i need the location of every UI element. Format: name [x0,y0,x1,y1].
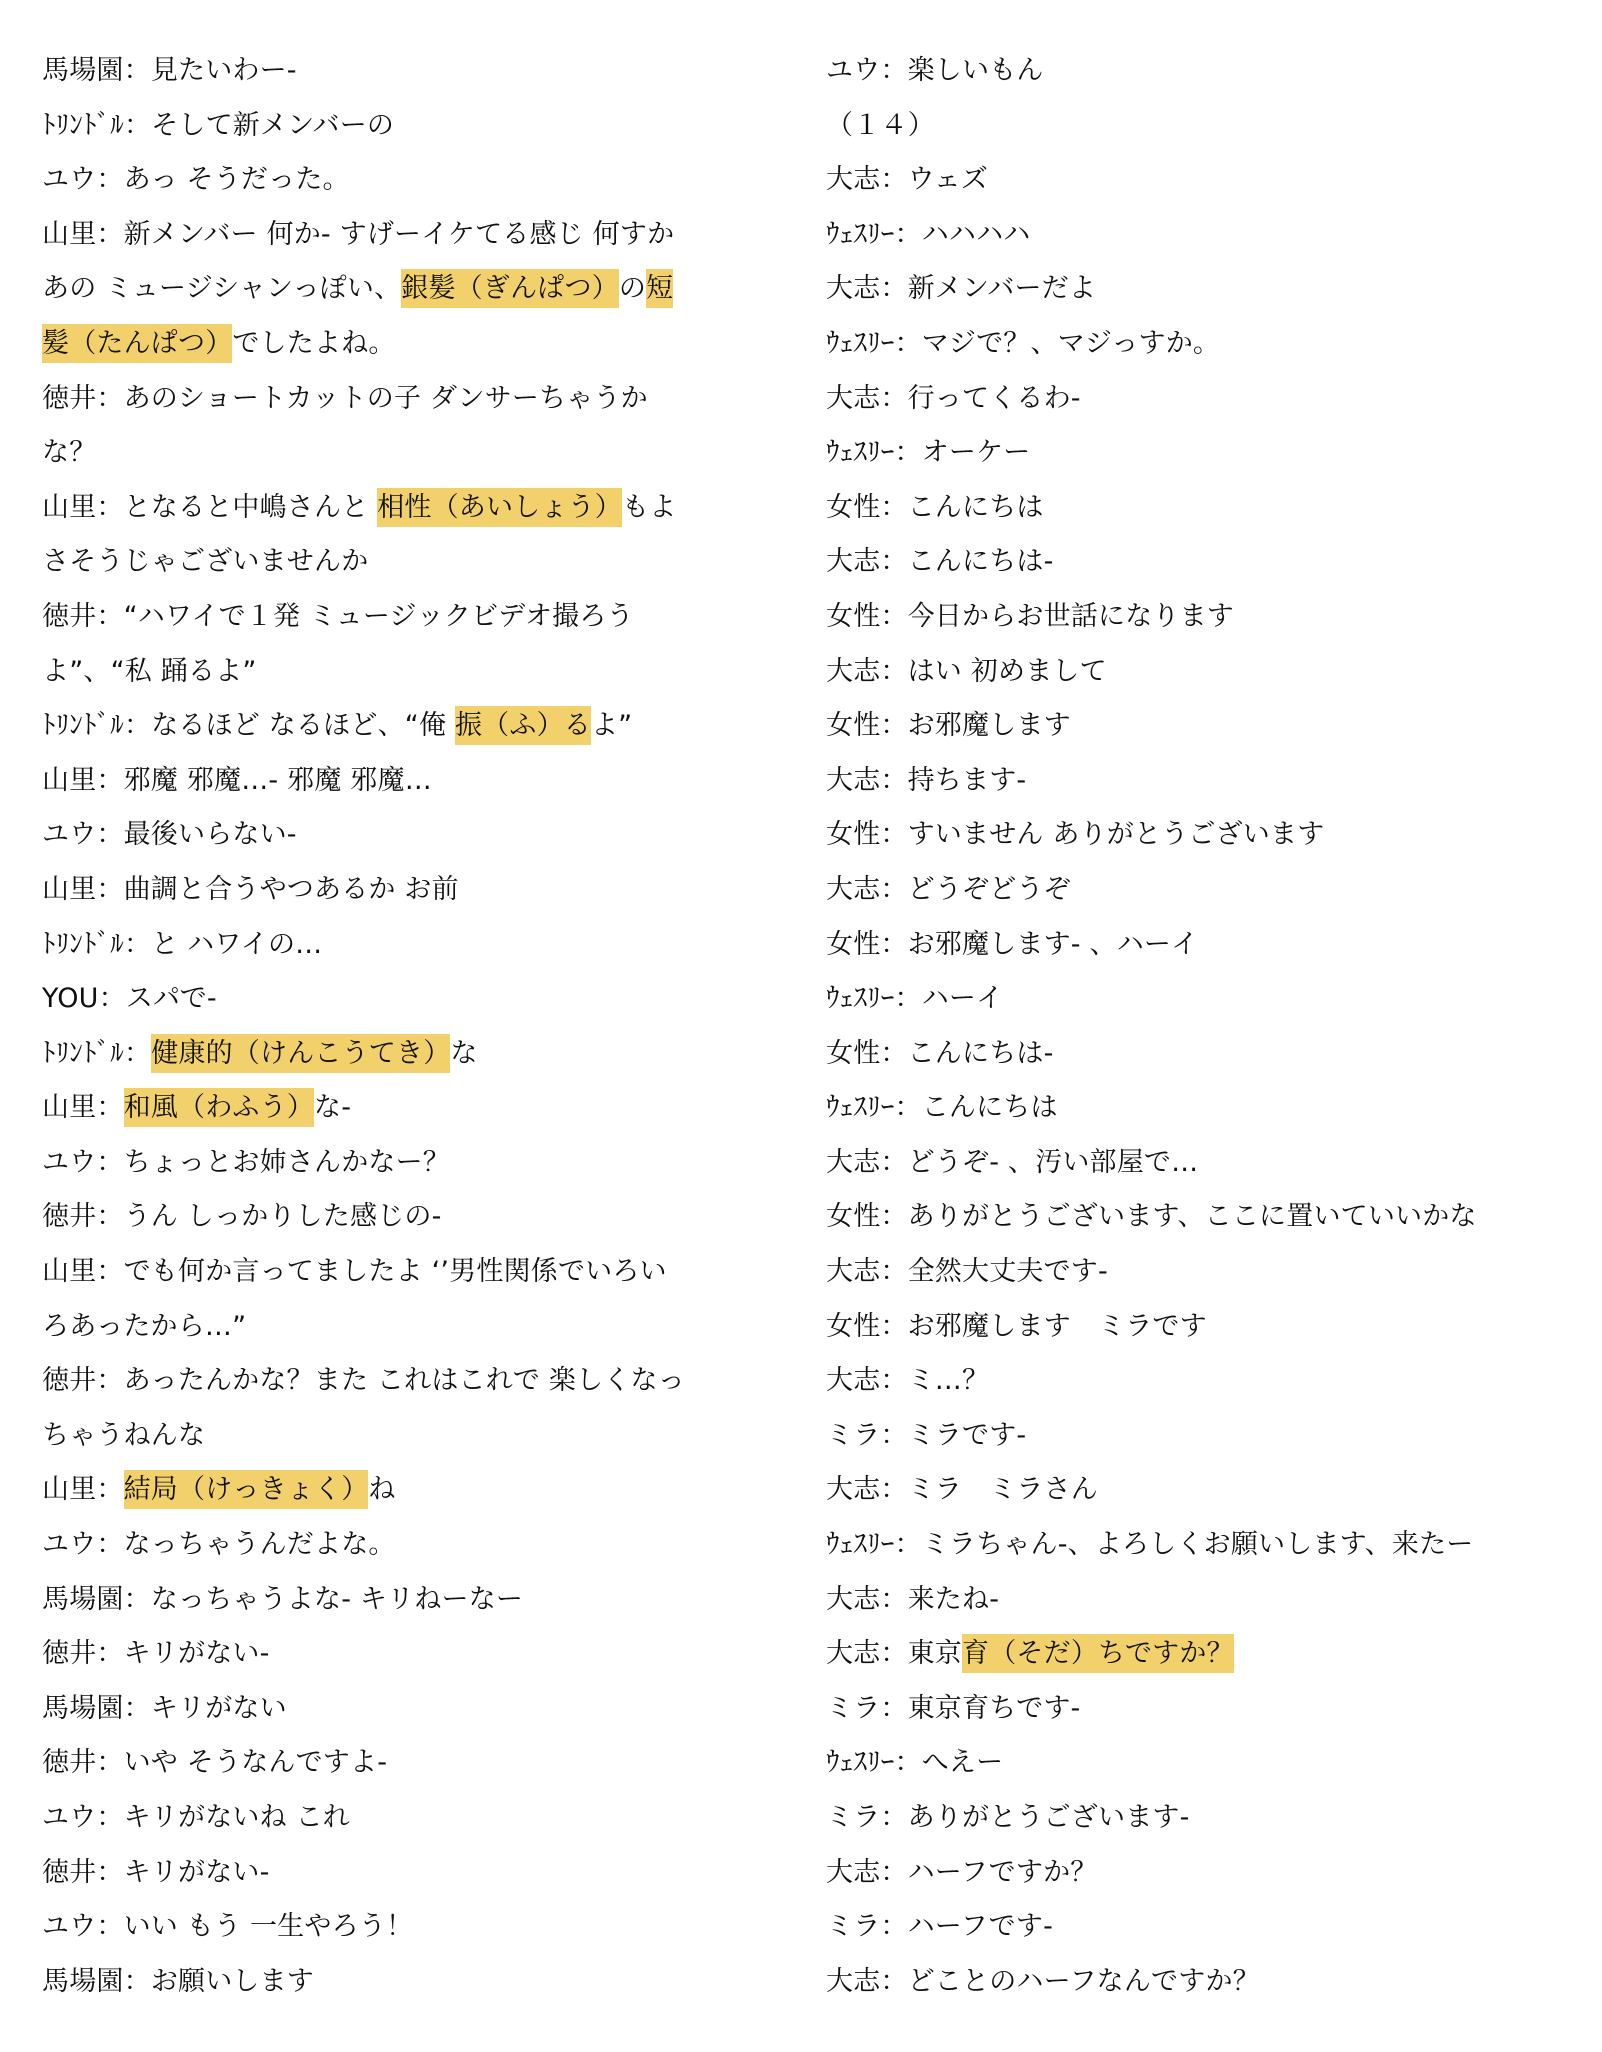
speaker-name: ｳｪｽﾘｰ [826,983,895,1015]
transcript-line [42,44,732,99]
line-text: “ハワイで１発 ミュージックビデオ撮ろう [123,600,634,632]
line-text: どことのハーフなんですか？ [907,1965,1260,1997]
line-text: キリがない- [123,1856,270,1888]
line-text: キリがない- [123,1638,270,1670]
speaker-name: 山里 [42,1256,97,1288]
speaker-name: 大志 [826,382,881,414]
line-text: お邪魔します ミラです [907,1310,1207,1342]
line-text: と ハワイの… [151,928,323,960]
line-text: こんにちは [921,1092,1058,1124]
transcript-line [42,1300,732,1355]
line-text: キリがない [150,1692,287,1724]
speaker-name: 大志 [826,273,881,305]
transcript-line [42,317,732,372]
speaker-separator: ： [894,327,922,359]
speaker-name: 大志 [826,546,881,578]
speaker-name: ユウ [42,1802,97,1833]
line-text: となると中嶋さんと [123,491,378,523]
transcript-line [42,1900,732,1955]
speaker-name: 山里 [42,218,97,250]
speaker-name: ｳｪｽﾘｰ [826,1092,895,1124]
transcript-line [826,99,1566,154]
transcript-line [826,1354,1566,1409]
transcript-line [826,754,1566,809]
transcript-line [42,1518,732,1573]
transcript-line [826,1463,1566,1518]
speaker-name: 徳井 [42,600,97,632]
speaker-name: ﾄﾘﾝﾄﾞﾙ [42,710,124,742]
line-text: の [618,273,647,305]
transcript-line [42,262,732,317]
line-text: そして新メンバーの [151,109,395,141]
speaker-name: 大志 [826,1638,881,1670]
speaker-name: 大志 [826,1365,881,1397]
speaker-name: 馬場園 [42,55,124,86]
transcript-line [42,754,732,809]
speaker-name: 女性 [826,819,881,851]
line-text: どうぞどうぞ [907,873,1071,905]
transcript-line [826,1245,1566,1300]
line-text: ちょっとお姉さんかなー？ [123,1146,451,1178]
line-text: お邪魔します- 、ハーイ [907,928,1199,960]
speaker-name: 大志 [826,1146,881,1178]
line-text: な？ [42,437,97,469]
transcript-line [42,808,732,863]
speaker-separator: ： [880,1583,908,1615]
speaker-name: 女性 [826,491,881,523]
line-text: ハーフです- [907,1911,1054,1943]
transcript-line [42,1463,732,1518]
transcript-line [826,699,1566,754]
speaker-separator: ： [880,164,908,196]
transcript-line [826,863,1566,918]
transcript-line [826,372,1566,427]
highlighted-term: 健康的（けんこうてき） [151,1034,450,1073]
transcript-line [826,1027,1566,1082]
speaker-name: ユウ [826,55,881,86]
line-text: ミラちゃん-、よろしくお願いします、来たー [921,1529,1474,1561]
line-text: さそうじゃございませんか [42,546,369,578]
transcript-line [826,1136,1566,1191]
transcript-right-column [826,44,1566,2009]
speaker-name: 山里 [42,1092,97,1124]
line-text: こんにちは- [907,546,1054,578]
transcript-line [42,1409,732,1464]
transcript-line [42,1791,732,1846]
transcript-line [826,1955,1566,2010]
speaker-name: 大志 [826,1856,881,1888]
speaker-name: YOU [42,983,99,1015]
speaker-name: 山里 [42,764,97,796]
transcript-line [42,372,732,427]
speaker-separator: ： [123,55,151,86]
speaker-separator: ： [880,1037,908,1069]
speaker-name: 大志 [826,1256,881,1288]
transcript-line [826,972,1566,1027]
speaker-name: ミラ [826,1692,881,1724]
line-text: 楽しいもん [907,55,1044,86]
speaker-name: ユウ [42,1529,97,1561]
speaker-separator: ： [96,1092,124,1124]
speaker-separator: ： [880,1256,908,1288]
line-text: 最後いらない- [123,819,297,851]
speaker-separator: ： [880,819,908,851]
speaker-name: 山里 [42,873,97,905]
speaker-separator: ： [880,1474,908,1506]
transcript-line [826,645,1566,700]
speaker-separator: ： [880,1365,908,1397]
transcript-line [826,590,1566,645]
speaker-separator: ： [880,1310,908,1342]
transcript-line [826,1573,1566,1628]
line-text: へえー [921,1747,1004,1779]
speaker-name: ｳｪｽﾘｰ [826,218,895,250]
speaker-name: 徳井 [42,1638,97,1670]
transcript-line [826,1900,1566,1955]
speaker-name: ｳｪｽﾘｰ [826,1529,895,1561]
highlighted-term: 銀髪（ぎんぱつ） [401,269,619,308]
line-text: よ” [590,710,633,742]
speaker-name: 徳井 [42,1365,97,1397]
speaker-separator: ： [880,764,908,796]
speaker-name: 馬場園 [42,1965,124,1997]
highlighted-term: 髪（たんぱつ） [42,324,232,363]
transcript-line [42,426,732,481]
line-text: 来たね- [907,1583,1000,1615]
speaker-separator: ： [96,1911,124,1943]
transcript-line [826,1791,1566,1846]
speaker-separator: ： [880,546,908,578]
speaker-separator: ： [96,1747,124,1779]
speaker-name: 大志 [826,1583,881,1615]
transcript-line [42,645,732,700]
transcript-line [826,1081,1566,1136]
line-text: でも何か言ってましたよ ‘’男性関係でいろい [123,1256,667,1288]
line-text: こんにちは [907,491,1044,523]
line-text: あったんかな？また これはこれで 楽しくなっ [123,1365,685,1397]
transcript-line [826,1300,1566,1355]
line-text: スパで- [125,983,217,1015]
speaker-name: ミラ [826,1911,881,1943]
speaker-separator: ： [894,1747,922,1779]
line-text: ウェズ [907,164,989,196]
transcript-left-column [42,44,732,2009]
speaker-separator: ： [96,819,124,851]
transcript-line [42,481,732,536]
transcript-line [42,99,732,154]
speaker-separator: ： [96,218,124,250]
speaker-separator: ： [123,1692,151,1724]
speaker-name: 大志 [826,764,881,796]
line-text: ありがとうございます、ここに置いていいかな [907,1201,1477,1233]
speaker-separator: ： [96,1856,124,1888]
transcript-line [826,1518,1566,1573]
line-text: ミラです- [907,1419,1027,1451]
speaker-separator: ： [123,1965,151,1997]
speaker-name: 馬場園 [42,1583,124,1615]
transcript-line [42,1354,732,1409]
speaker-separator: ： [96,1638,124,1670]
line-text: 東京 [907,1638,963,1670]
speaker-name: 女性 [826,1037,881,1069]
speaker-name: 大志 [826,655,881,687]
transcript-line [826,208,1566,263]
line-text: なっちゃうんだよな。 [123,1529,396,1561]
speaker-separator: ： [124,109,152,141]
transcript-line [826,808,1566,863]
line-text: オーケー [921,437,1031,469]
line-text: ミラ ミラさん [907,1474,1099,1506]
transcript-line [826,1409,1566,1464]
speaker-separator: ： [96,1365,124,1397]
highlighted-term: 相性（あいしょう） [377,488,622,527]
speaker-name: 女性 [826,710,881,742]
transcript-line [826,262,1566,317]
speaker-separator: ： [124,1037,152,1069]
speaker-separator: ： [96,1201,124,1233]
speaker-name: 山里 [42,1474,97,1506]
highlighted-term: 振（ふ）る [455,706,591,745]
speaker-separator: ： [98,983,126,1015]
speaker-separator: ： [880,1802,908,1833]
transcript-line [42,1081,732,1136]
speaker-separator: ： [880,491,908,523]
speaker-separator: ： [880,1419,908,1451]
transcript-line [42,1736,732,1791]
speaker-separator: ： [880,1692,908,1724]
speaker-name: ユウ [42,1911,97,1943]
transcript-line [42,1627,732,1682]
speaker-name: ｳｪｽﾘｰ [826,437,895,469]
line-text: どうぞ- 、汚い部屋で… [907,1146,1199,1178]
line-text: いい もう 一生やろう！ [123,1911,414,1943]
speaker-separator: ： [124,928,152,960]
speaker-name: ﾄﾘﾝﾄﾞﾙ [42,109,124,141]
speaker-name: ユウ [42,164,97,196]
speaker-name: ミラ [826,1802,881,1833]
line-text: あの ミュージシャンっぽい、 [42,273,402,305]
line-text: 新メンバーだよ [907,273,1097,305]
transcript-line [42,699,732,754]
speaker-name: 徳井 [42,1201,97,1233]
line-text: なるほど なるほど、“俺 [151,710,455,742]
speaker-separator: ： [880,655,908,687]
transcript-line [42,972,732,1027]
speaker-name: 徳井 [42,1856,97,1888]
highlighted-term: 短 [646,269,673,308]
line-text: もよ [622,491,677,523]
speaker-separator: ： [880,1201,908,1233]
line-text: 新メンバー 何か- すげーイケてる感じ 何すか [123,218,675,250]
speaker-name: 大志 [826,164,881,196]
transcript-line [42,1573,732,1628]
line-text: お邪魔します [907,710,1071,742]
line-text: ハハハハ [921,218,1031,250]
transcript-line [42,863,732,918]
speaker-name: ﾄﾘﾝﾄﾞﾙ [42,928,124,960]
speaker-separator: ： [880,382,908,414]
speaker-separator: ： [894,437,922,469]
speaker-separator: ： [96,1802,124,1833]
speaker-separator: ： [96,382,124,414]
speaker-separator: ： [96,600,124,632]
speaker-name: 女性 [826,600,881,632]
line-text: ハーフですか？ [907,1856,1098,1888]
speaker-name: 山里 [42,491,97,523]
line-text: 持ちます- [907,764,1027,796]
transcript-line [42,590,732,645]
line-text: すいません ありがとうございます [907,819,1325,851]
transcript-line [826,317,1566,372]
speaker-name: 女性 [826,1310,881,1342]
line-text: あっ そうだった。 [123,164,350,196]
speaker-name: 徳井 [42,382,97,414]
speaker-separator: ： [96,491,124,523]
speaker-separator: ： [894,983,922,1015]
transcript-line [42,208,732,263]
transcript-line [42,918,732,973]
speaker-name: 大志 [826,1474,881,1506]
line-text: ミ…？ [907,1365,990,1397]
speaker-name: 馬場園 [42,1692,124,1724]
transcript-line [826,918,1566,973]
speaker-separator: ： [96,764,124,796]
line-text: こんにちは- [907,1037,1054,1069]
speaker-separator: ： [96,164,124,196]
transcript-line [826,1627,1566,1682]
speaker-separator: ： [894,1092,922,1124]
line-text: うん しっかりした感じの- [123,1201,442,1233]
highlighted-term: 和風（わふう） [124,1088,314,1127]
speaker-separator: ： [880,55,908,86]
line-text: 曲調と合うやつあるか お前 [123,873,459,905]
speaker-separator: ： [124,710,152,742]
speaker-separator: ： [880,1146,908,1178]
speaker-name: 徳井 [42,1747,97,1779]
transcript-line [826,426,1566,481]
speaker-separator: ： [96,1256,124,1288]
line-text: （１４） [826,109,935,141]
transcript-line [826,1736,1566,1791]
speaker-name: ｳｪｽﾘｰ [826,1747,895,1779]
line-text: なっちゃうよな- キリねーなー [150,1583,524,1615]
speaker-separator: ： [880,273,908,305]
line-text: 邪魔 邪魔…- 邪魔 邪魔… [123,764,432,796]
speaker-name: 女性 [826,1201,881,1233]
line-text: あのショートカットの子 ダンサーちゃうか [123,382,648,414]
speaker-separator: ： [880,873,908,905]
speaker-separator: ： [96,1529,124,1561]
speaker-name: ﾄﾘﾝﾄﾞﾙ [42,1037,124,1069]
line-text: ありがとうございます- [907,1802,1190,1833]
line-text: 見たいわー- [150,55,297,86]
line-text: お願いします [150,1965,315,1997]
speaker-separator: ： [894,1529,922,1561]
line-text: 東京育ちです- [907,1692,1081,1724]
transcript-line [42,1846,732,1901]
line-text: ちゃうねんな [42,1419,206,1451]
transcript-line [42,1027,732,1082]
line-text: な [450,1037,478,1069]
line-text: ろあったから…” [42,1310,247,1342]
line-text: 今日からお世話になります [907,600,1235,632]
speaker-name: ユウ [42,1146,97,1178]
transcript-line [826,1682,1566,1737]
transcript-line [826,535,1566,590]
line-text: な- [314,1092,352,1124]
transcript-line [826,481,1566,536]
speaker-separator: ： [880,1638,908,1670]
transcript-line [42,1190,732,1245]
speaker-separator: ： [894,218,922,250]
line-text: ハーイ [921,983,1004,1015]
transcript-line [42,153,732,208]
transcript-line [826,44,1566,99]
speaker-separator: ： [96,1474,124,1506]
line-text: 行ってくるわ- [907,382,1081,414]
line-text: キリがないね これ [123,1802,350,1833]
speaker-separator: ： [123,1583,151,1615]
line-text: いや そうなんですよ- [123,1747,388,1779]
speaker-separator: ： [880,1965,908,1997]
line-text: よ”、“私 踊るよ” [42,655,257,687]
transcript-line [42,535,732,590]
line-text: 全然大丈夫です- [907,1256,1108,1288]
transcript-line [42,1245,732,1300]
speaker-separator: ： [96,1146,124,1178]
speaker-separator: ： [96,873,124,905]
speaker-name: 大志 [826,1965,881,1997]
highlighted-term: 結局（けっきょく） [124,1470,369,1509]
highlighted-term: 育（そだ）ちですか？ [962,1634,1234,1673]
speaker-separator: ： [880,710,908,742]
speaker-separator: ： [880,1911,908,1943]
speaker-separator: ： [880,928,908,960]
speaker-separator: ： [880,600,908,632]
line-text: でしたよね。 [232,327,396,359]
line-text: はい 初めまして [907,655,1107,687]
transcript-line [42,1955,732,2010]
speaker-name: 女性 [826,928,881,960]
transcript-line [826,153,1566,208]
transcript-line [42,1136,732,1191]
line-text: マジで？、マジっすか。 [921,327,1221,359]
transcript-line [826,1846,1566,1901]
speaker-name: ユウ [42,819,97,851]
transcript-line [42,1682,732,1737]
speaker-name: 大志 [826,873,881,905]
line-text: ね [368,1474,396,1506]
speaker-separator: ： [880,1856,908,1888]
transcript-line [826,1190,1566,1245]
speaker-name: ｳｪｽﾘｰ [826,327,895,359]
speaker-name: ミラ [826,1419,881,1451]
